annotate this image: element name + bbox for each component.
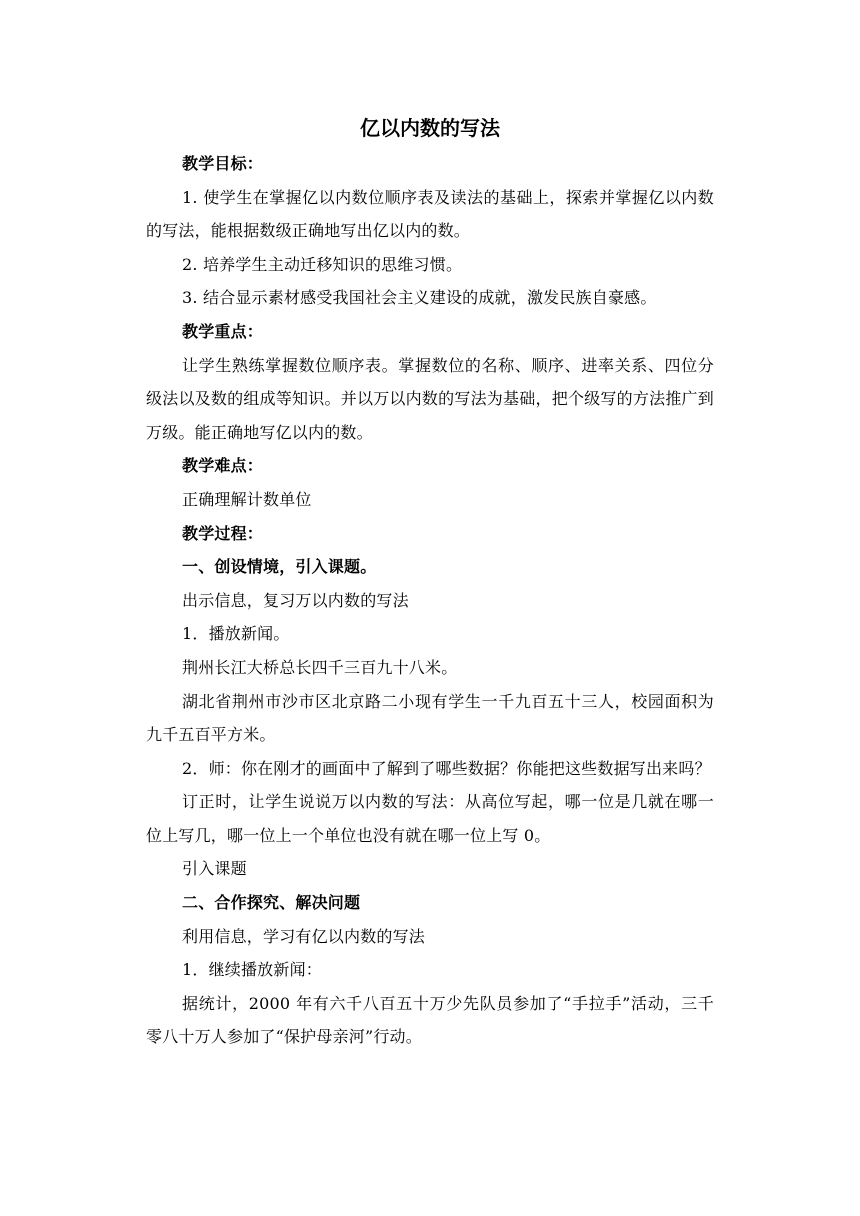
heading-teaching-goals: 教学目标： xyxy=(182,154,264,173)
goal-item-3: 3. 结合显示素材感受我国社会主义建设的成就，激发民族自豪感。 xyxy=(182,288,657,308)
paragraph: 1．继续播放新闻： xyxy=(182,960,322,980)
paragraph: 2．师：你在刚才的画面中了解到了哪些数据？你能把这些数据写出来吗？ xyxy=(182,758,711,778)
key-points-text: 让学生熟练掌握数位顺序表。掌握数位的名称、顺序、进率关系、四位分级法以及数的组成等知识。并以万以内数的写法为基础，把个级写的方法推广到万级。能正确地写亿以内的数。 xyxy=(146,355,714,442)
paragraph: 荆州长江大桥总长四千三百九十八米。 xyxy=(182,657,458,677)
section-heading-1: 一、创设情境，引入课题。 xyxy=(182,557,377,577)
paragraph: 1．播放新闻。 xyxy=(182,624,290,644)
section-heading-2: 二、合作探究、解决问题 xyxy=(182,893,361,913)
paragraph: 利用信息，学习有亿以内数的写法 xyxy=(182,926,426,946)
paragraph: 据统计，2000 年有六千八百五十万少先队员参加了“手拉手”活动，三千零八十万人参加了“保护母亲河”行动。 xyxy=(146,993,714,1047)
difficulties-text: 正确理解计数单位 xyxy=(182,489,312,509)
page-title: 亿以内数的写法 xyxy=(360,116,500,140)
heading-difficulties: 教学难点： xyxy=(182,456,264,476)
paragraph: 订正时，让学生说说万以内数的写法：从高位写起，哪一位是几就在哪一位上写几，哪一位上一个单位也没有就在哪一位上写 0。 xyxy=(146,792,714,845)
paragraph: 引入课题 xyxy=(182,859,247,879)
paragraph: 出示信息，复习万以内数的写法 xyxy=(182,590,409,610)
heading-process: 教学过程： xyxy=(182,523,264,543)
goal-item-2: 2. 培养学生主动迁移知识的思维习惯。 xyxy=(182,254,463,274)
document-body xyxy=(146,112,714,1054)
heading-key-points: 教学重点： xyxy=(182,321,264,341)
goal-item-1: 1. 使学生在掌握亿以内数位顺序表及读法的基础上，探索并掌握亿以内数的写法，能根据数级正确地写出亿以内的数。 xyxy=(146,187,714,241)
paragraph: 湖北省荆州市沙市区北京路二小现有学生一千九百五十三人，校园面积为九千五百平方米。 xyxy=(146,691,714,745)
